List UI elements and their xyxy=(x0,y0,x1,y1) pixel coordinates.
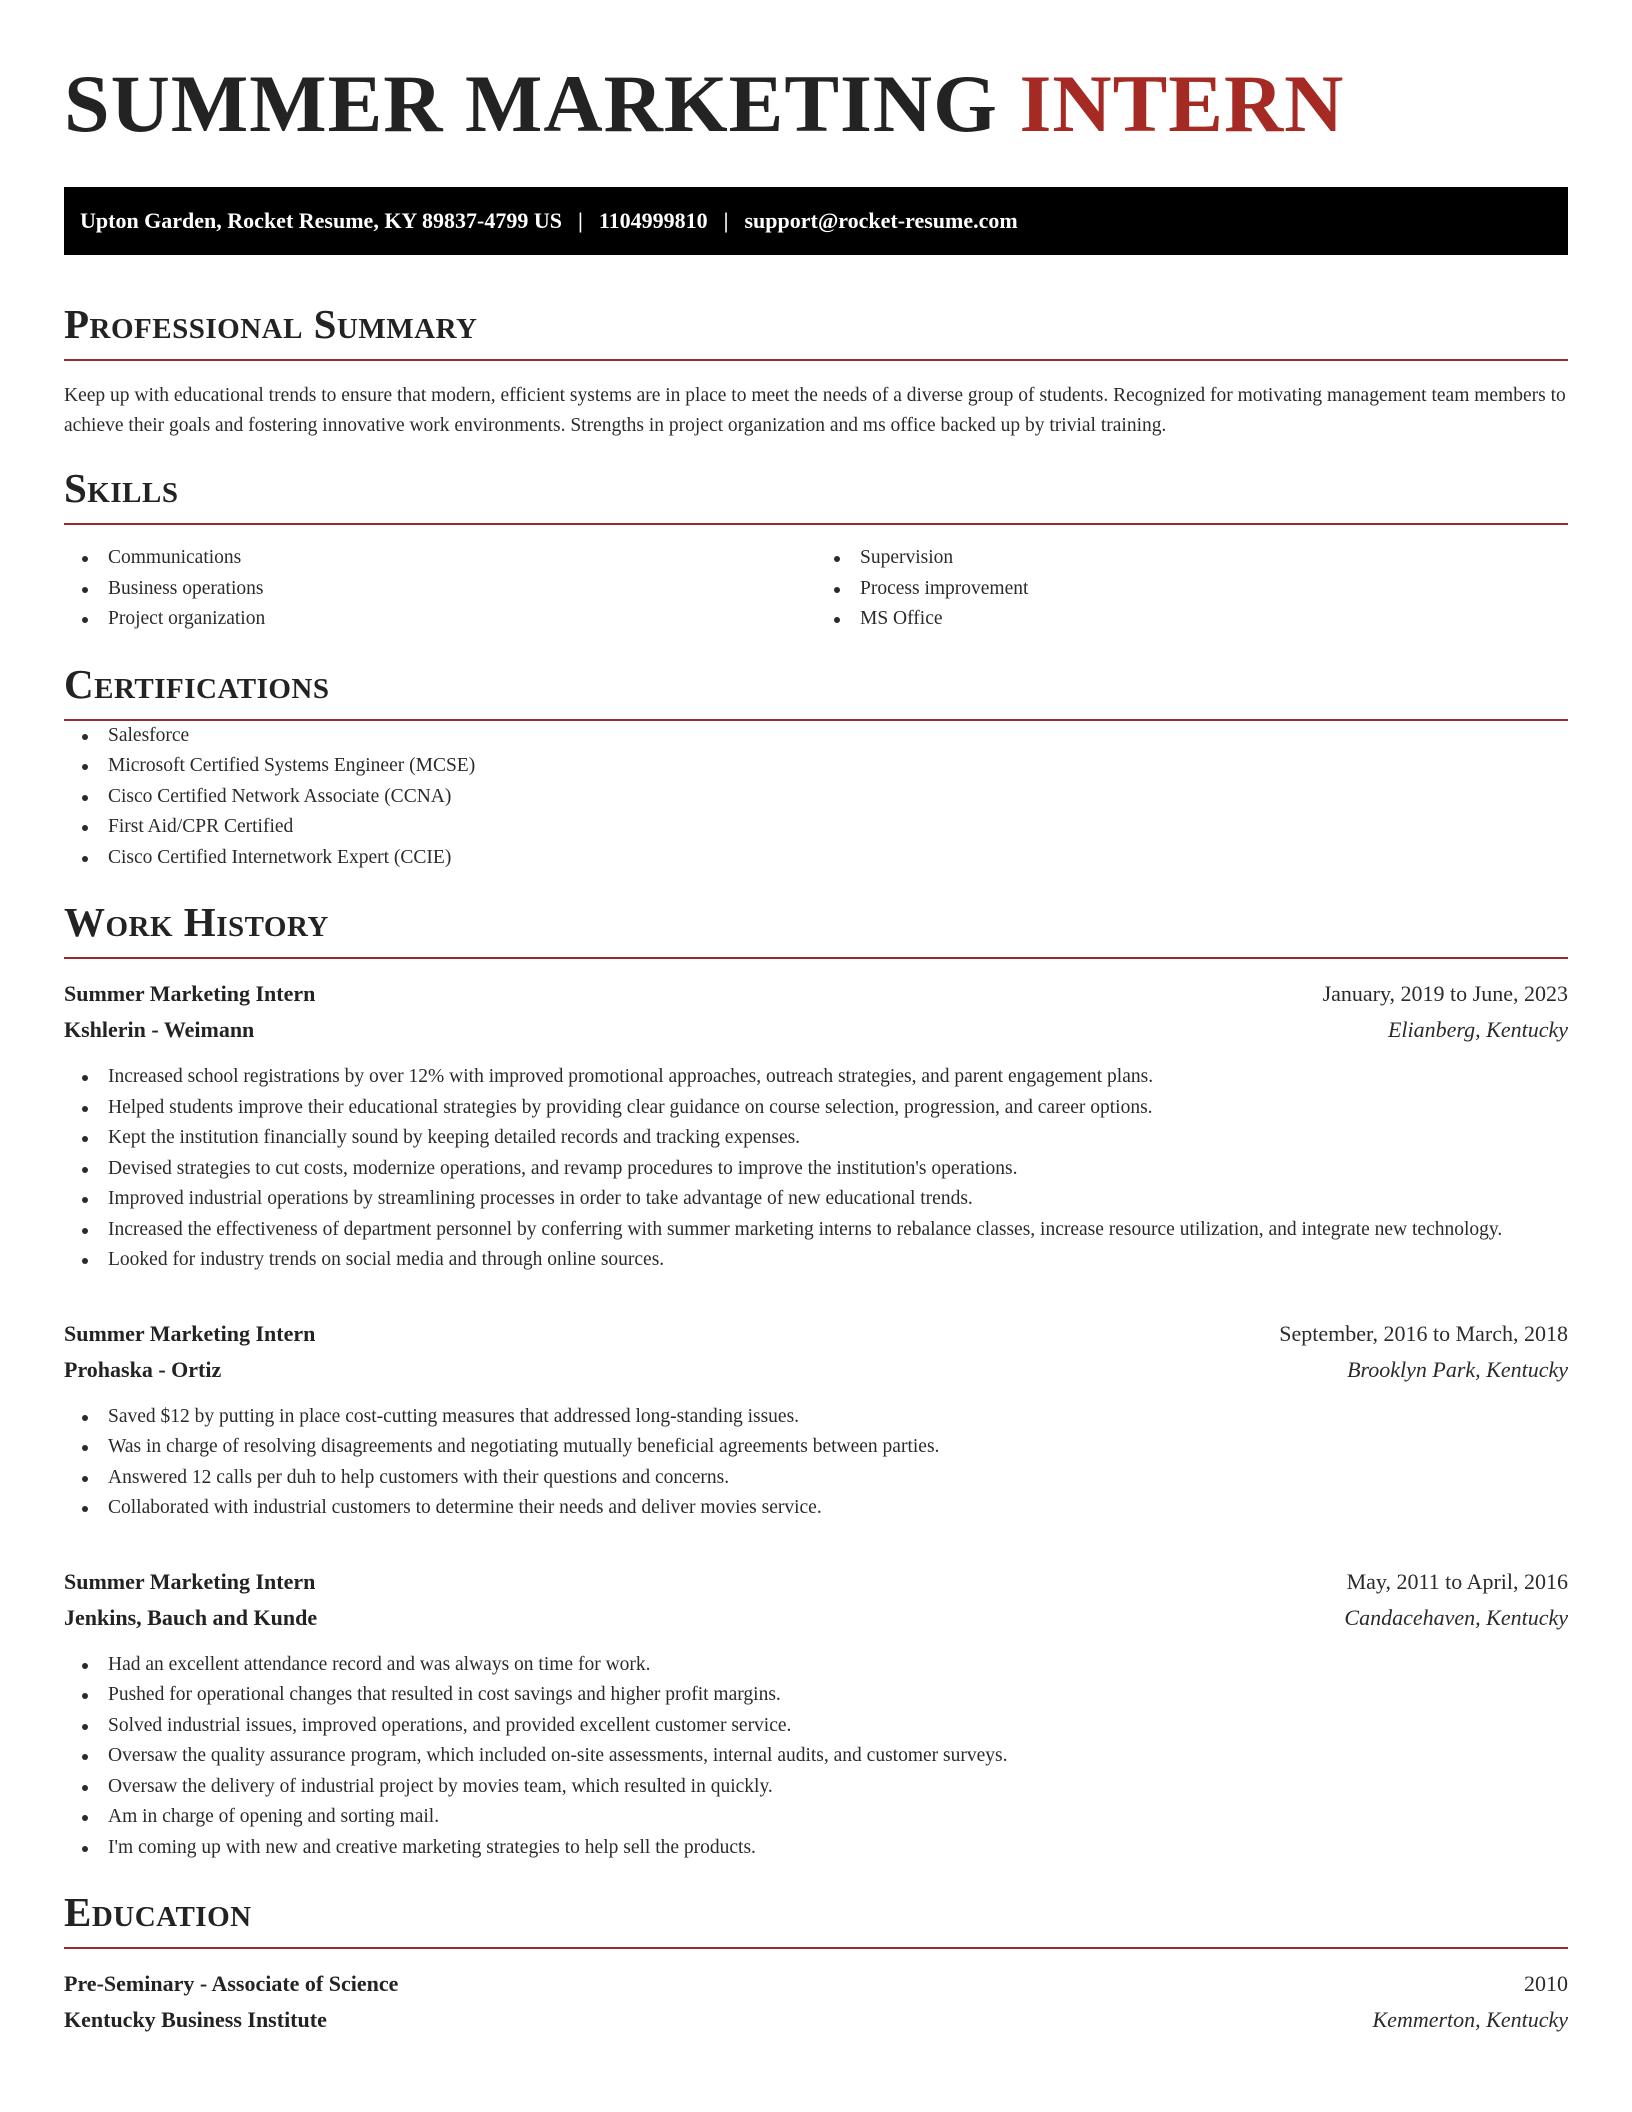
certification-item: First Aid/CPR Certified xyxy=(64,812,1568,843)
name-last: INTERN xyxy=(1019,58,1345,149)
job-bullet: Answered 12 calls per duh to help customers with their questions and concerns. xyxy=(64,1463,1568,1494)
job-title: Summer Marketing Intern xyxy=(64,981,316,1006)
certification-item: Microsoft Certified Systems Engineer (MCSE) xyxy=(64,751,1568,782)
job-location: Candacehaven, Kentucky xyxy=(1344,1604,1568,1630)
job-header-row xyxy=(64,1564,1568,1600)
section-divider xyxy=(64,523,1568,525)
job-dates: May, 2011 to April, 2016 xyxy=(1346,1568,1568,1594)
skill-item: Supervision xyxy=(816,543,1568,574)
job-bullet: Collaborated with industrial customers to determine their needs and deliver movies service. xyxy=(64,1493,1568,1524)
job-bullet: Looked for industry trends on social media and through online sources. xyxy=(64,1245,1568,1276)
job-bullets xyxy=(64,1402,1568,1524)
certification-item: Salesforce xyxy=(64,721,1568,752)
job-company: Prohaska - Ortiz xyxy=(64,1356,222,1382)
education-school-row xyxy=(64,2002,1568,2038)
education-degree: Pre-Seminary - Associate of Science xyxy=(64,1971,399,1996)
job-location: Elianberg, Kentucky xyxy=(1387,1017,1568,1042)
skill-item: Process improvement xyxy=(816,574,1568,605)
education-entry xyxy=(64,1966,1568,2038)
job-dates: September, 2016 to March, 2018 xyxy=(1279,1320,1568,1346)
job-title: Summer Marketing Intern xyxy=(64,1568,316,1594)
job-bullet: Devised strategies to cut costs, modernize operations, and revamp procedures to improve the institution's operations. xyxy=(64,1154,1568,1185)
job-entry xyxy=(64,1316,1568,1524)
contact-separator: | xyxy=(577,208,583,233)
certification-item: Cisco Certified Internetwork Expert (CCIE) xyxy=(64,843,1568,874)
job-bullet: Had an excellent attendance record and was always on time for work. xyxy=(64,1650,1568,1681)
summary-text: Keep up with educational trends to ensure that modern, efficient systems are in place to meet the needs of a diverse group of students. Recognized for motivating management team members to achieve their goals and fostering innovative work environments. Strengths in project organization and ms office backed up by trivial training. xyxy=(64,385,1566,436)
section-title-education: Education xyxy=(64,1889,252,1935)
job-title: Summer Marketing Intern xyxy=(64,1320,316,1346)
education-header-row xyxy=(64,1966,1568,2002)
section-title-certifications: Certifications xyxy=(64,660,330,707)
job-header-row xyxy=(64,976,1568,1012)
job-header-row xyxy=(64,1316,1568,1352)
job-bullet: Was in charge of resolving disagreements and negotiating mutually beneficial agreements between parties. xyxy=(64,1432,1568,1463)
skill-item: Business operations xyxy=(64,574,816,605)
job-company: Jenkins, Bauch and Kunde xyxy=(64,1604,318,1630)
job-company-row xyxy=(64,1600,1568,1636)
job-bullet: Oversaw the delivery of industrial project by movies team, which resulted in quickly. xyxy=(64,1772,1568,1803)
job-bullet: Kept the institution financially sound by keeping detailed records and tracking expenses. xyxy=(64,1123,1568,1154)
job-company-row xyxy=(64,1352,1568,1388)
skill-item: Communications xyxy=(64,543,816,574)
certification-item: Cisco Certified Network Associate (CCNA) xyxy=(64,782,1568,813)
job-bullet: Solved industrial issues, improved operations, and provided excellent customer service. xyxy=(64,1711,1568,1742)
job-bullets xyxy=(64,1062,1568,1276)
candidate-name xyxy=(64,56,1568,152)
contact-email: support@rocket-resume.com xyxy=(744,208,1018,233)
section-title-work-history: Work History xyxy=(64,899,329,945)
job-bullet: Improved industrial operations by streamlining processes in order to take advantage of new educational trends. xyxy=(64,1184,1568,1215)
job-company: Kshlerin - Weimann xyxy=(64,1017,255,1042)
contact-phone: 1104999810 xyxy=(598,208,708,233)
skill-item: MS Office xyxy=(816,604,1568,635)
section-divider xyxy=(64,359,1568,361)
contact-address: Upton Garden, Rocket Resume, KY 89837-4799 US xyxy=(80,208,562,233)
education-school: Kentucky Business Institute xyxy=(64,2007,327,2032)
work-history-section xyxy=(64,899,1568,1863)
job-bullet: Increased the effectiveness of department personnel by conferring with summer marketing interns to rebalance classes, increase resource utilization, and integrate new technology. xyxy=(64,1215,1568,1246)
job-location: Brooklyn Park, Kentucky xyxy=(1347,1356,1568,1382)
job-entry xyxy=(64,1564,1568,1864)
job-bullet: Oversaw the quality assurance program, which included on-site assessments, internal audits, and customer surveys. xyxy=(64,1741,1568,1772)
education-location: Kemmerton, Kentucky xyxy=(1372,2007,1568,2032)
job-bullet: Pushed for operational changes that resulted in cost savings and higher profit margins. xyxy=(64,1680,1568,1711)
job-bullets xyxy=(64,1650,1568,1864)
name-first: SUMMER MARKETING xyxy=(64,58,998,149)
skills-list-right xyxy=(816,543,1568,635)
section-divider xyxy=(64,1947,1568,1949)
skills-grid xyxy=(64,543,1568,635)
job-bullet: I'm coming up with new and creative marketing strategies to help sell the products. xyxy=(64,1833,1568,1864)
job-bullet: Increased school registrations by over 12% with improved promotional approaches, outreach strategies, and parent engagement plans. xyxy=(64,1062,1568,1093)
section-divider xyxy=(64,957,1568,959)
contact-separator: | xyxy=(723,208,729,233)
certifications-section xyxy=(64,661,1568,874)
summary-section xyxy=(64,301,1568,441)
education-section xyxy=(64,1889,1568,2038)
job-dates: January, 2019 to June, 2023 xyxy=(1322,981,1568,1006)
skill-item: Project organization xyxy=(64,604,816,635)
job-bullet: Helped students improve their educational strategies by providing clear guidance on course selection, progression, and career options. xyxy=(64,1093,1568,1124)
job-entry xyxy=(64,976,1568,1276)
skills-section xyxy=(64,465,1568,635)
certifications-list xyxy=(64,721,1568,874)
job-bullet: Am in charge of opening and sorting mail. xyxy=(64,1802,1568,1833)
skills-list-left xyxy=(64,543,816,635)
contact-bar xyxy=(64,187,1568,255)
section-title-summary: Professional Summary xyxy=(64,301,478,347)
section-title-skills: Skills xyxy=(64,465,179,511)
job-bullet: Saved $12 by putting in place cost-cutting measures that addressed long-standing issues. xyxy=(64,1402,1568,1433)
education-year: 2010 xyxy=(1524,1971,1568,1996)
job-company-row xyxy=(64,1012,1568,1048)
